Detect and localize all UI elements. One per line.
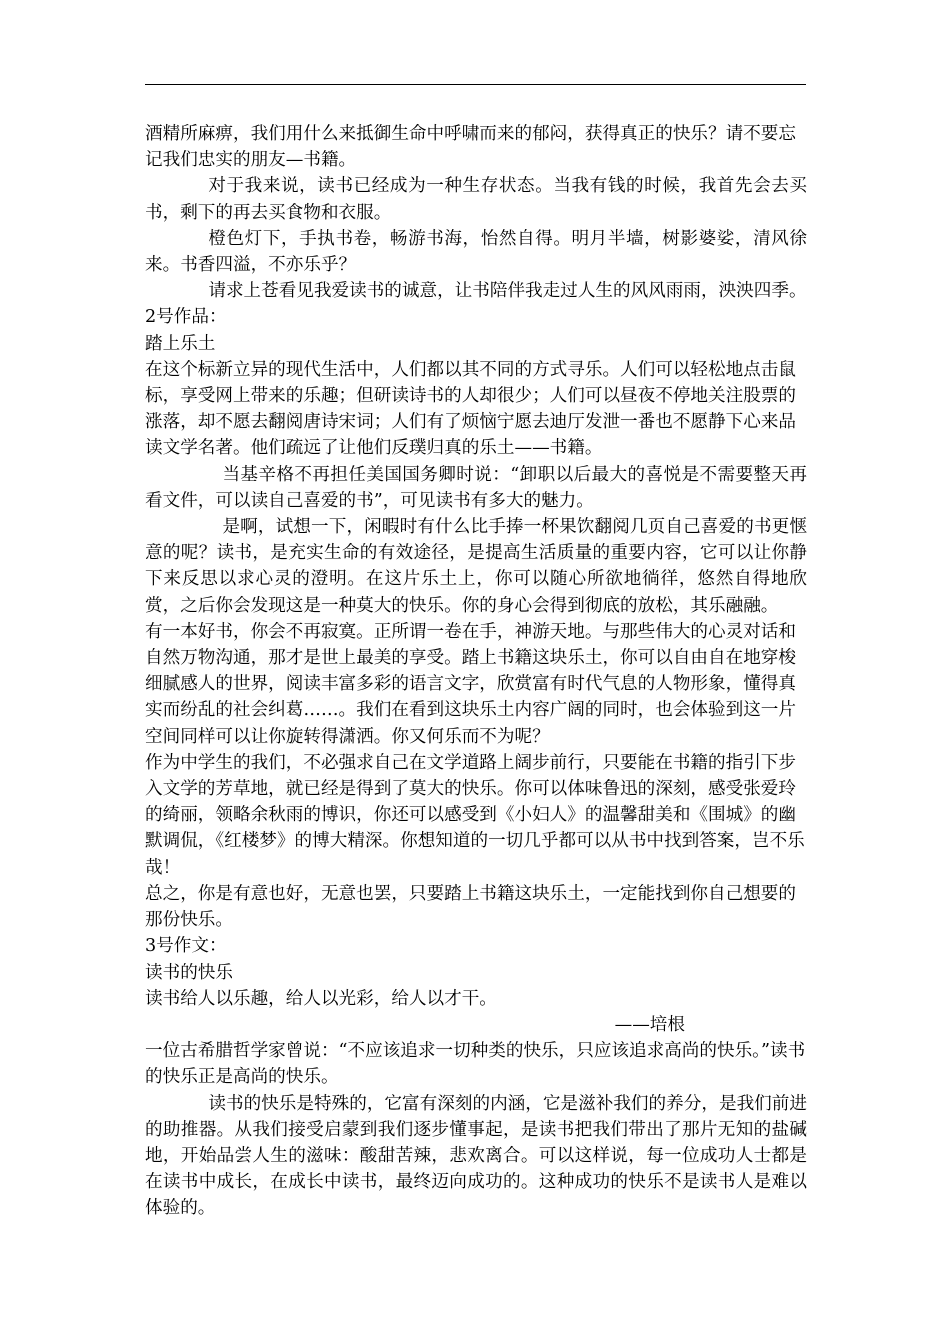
paragraph-continuation: 酒精所麻痹，我们用什么来抵御生命中呼啸而来的郁闷，获得真正的快乐？请不要忘记我们忠实的朋友—书籍。 — [145, 124, 796, 171]
document-body — [145, 121, 807, 1222]
paragraph: 一位古希腊哲学家曾说：“不应该追求一切种类的快乐，只应该追求高尚的快乐。”读书的快乐正是高尚的快乐。 — [145, 1041, 806, 1088]
section-label: 2号作品： — [145, 307, 227, 328]
section-label: 3号作文： — [145, 936, 227, 957]
paragraph: 对于我来说，读书已经成为一种生存状态。当我有钱的时候，我首先会去买书，剩下的再去买食物和衣服。 — [145, 176, 807, 223]
essay-title: 读书的快乐 — [145, 962, 233, 983]
essay-title: 踏上乐土 — [145, 333, 216, 354]
header-rule — [145, 84, 806, 85]
paragraph: 在这个标新立异的现代生活中，人们都以其不同的方式寻乐。人们可以轻松地点击鼠标，享受网上带来的乐趣；但研读诗书的人却很少；人们可以昼夜不停地关注股票的涨落，却不愿去翻阅唐诗宋词；人们有了烦恼宁愿去迪厅发泄一番也不愿静下心来品读文学名著。他们疏远了让他们反璞归真的乐土——书籍。 — [145, 359, 796, 459]
paragraph: 当基辛格不再担任美国国务卿时说：“卸职以后最大的喜悦是不需要整天再看文件，可以读自己喜爱的书”，可见读书有多大的魅力。 — [145, 464, 807, 511]
paragraph: 作为中学生的我们，不必强求自己在文学道路上阔步前行，只要能在书籍的指引下步入文学的芳草地，就已经是得到了莫大的快乐。你可以体味鲁迅的深刻，感受张爱玲的绮丽，领略余秋雨的博识，你还可以感受到《小妇人》的温馨甜美和《围城》的幽默调侃，《红楼梦》的博大精深。你想知道的一切几乎都可以从书中找到答案，岂不乐哉！ — [145, 752, 805, 878]
paragraph: 总之，你是有意也好，无意也罢，只要踏上书籍这块乐土，一定能找到你自己想要的那份快乐。 — [145, 883, 796, 931]
epigraph-attribution: ——培根 — [614, 1014, 685, 1035]
paragraph: 请求上苍看见我爱读书的诚意，让书陪伴我走过人生的风风雨雨，泱泱四季。 — [208, 281, 807, 302]
paragraph: 橙色灯下，手执书卷，畅游书海，怡然自得。明月半墙，树影婆娑，清风徐来。书香四溢，不亦乐乎？ — [145, 228, 807, 276]
paragraph: 读书的快乐是特殊的，它富有深刻的内涵，它是滋补我们的养分，是我们前进的助推器。从我们接受启蒙到我们逐步懂事起，是读书把我们带出了那片无知的盐碱地，开始品尝人生的滋味：酸甜苦辣，悲欢离合。可以这样说，每一位成功人士都是在读书中成长，在成长中读书，最终迈向成功的。这种成功的快乐不是读书人是难以体验的。 — [145, 1093, 807, 1219]
paragraph: 有一本好书，你会不再寂寞。正所谓一卷在手，神游天地。与那些伟大的心灵对话和自然万物沟通，那才是世上最美的享受。踏上书籍这块乐土，你可以自由自在地穿梭细腻感人的世界，阅读丰富多彩的语言文字，欣赏富有时代气息的人物形象，懂得真实而纷乱的社会纠葛……。我们在看到这块乐土内容广阔的同时，也会体验到这一片空间同样可以让你旋转得潇洒。你又何乐而不为呢？ — [145, 621, 796, 747]
epigraph-quote: 读书给人以乐趣，给人以光彩，给人以才干。 — [145, 988, 497, 1009]
paragraph: 是啊，试想一下，闲暇时有什么比手捧一杯果饮翻阅几页自己喜爱的书更惬意的呢？读书，是充实生命的有效途径，是提高生活质量的重要内容，它可以让你静下来反思以求心灵的澄明。在这片乐土上，你可以随心所欲地徜徉，悠然自得地欣赏，之后你会发现这是一种莫大的快乐。你的身心会得到彻底的放松，其乐融融。 — [145, 517, 807, 616]
